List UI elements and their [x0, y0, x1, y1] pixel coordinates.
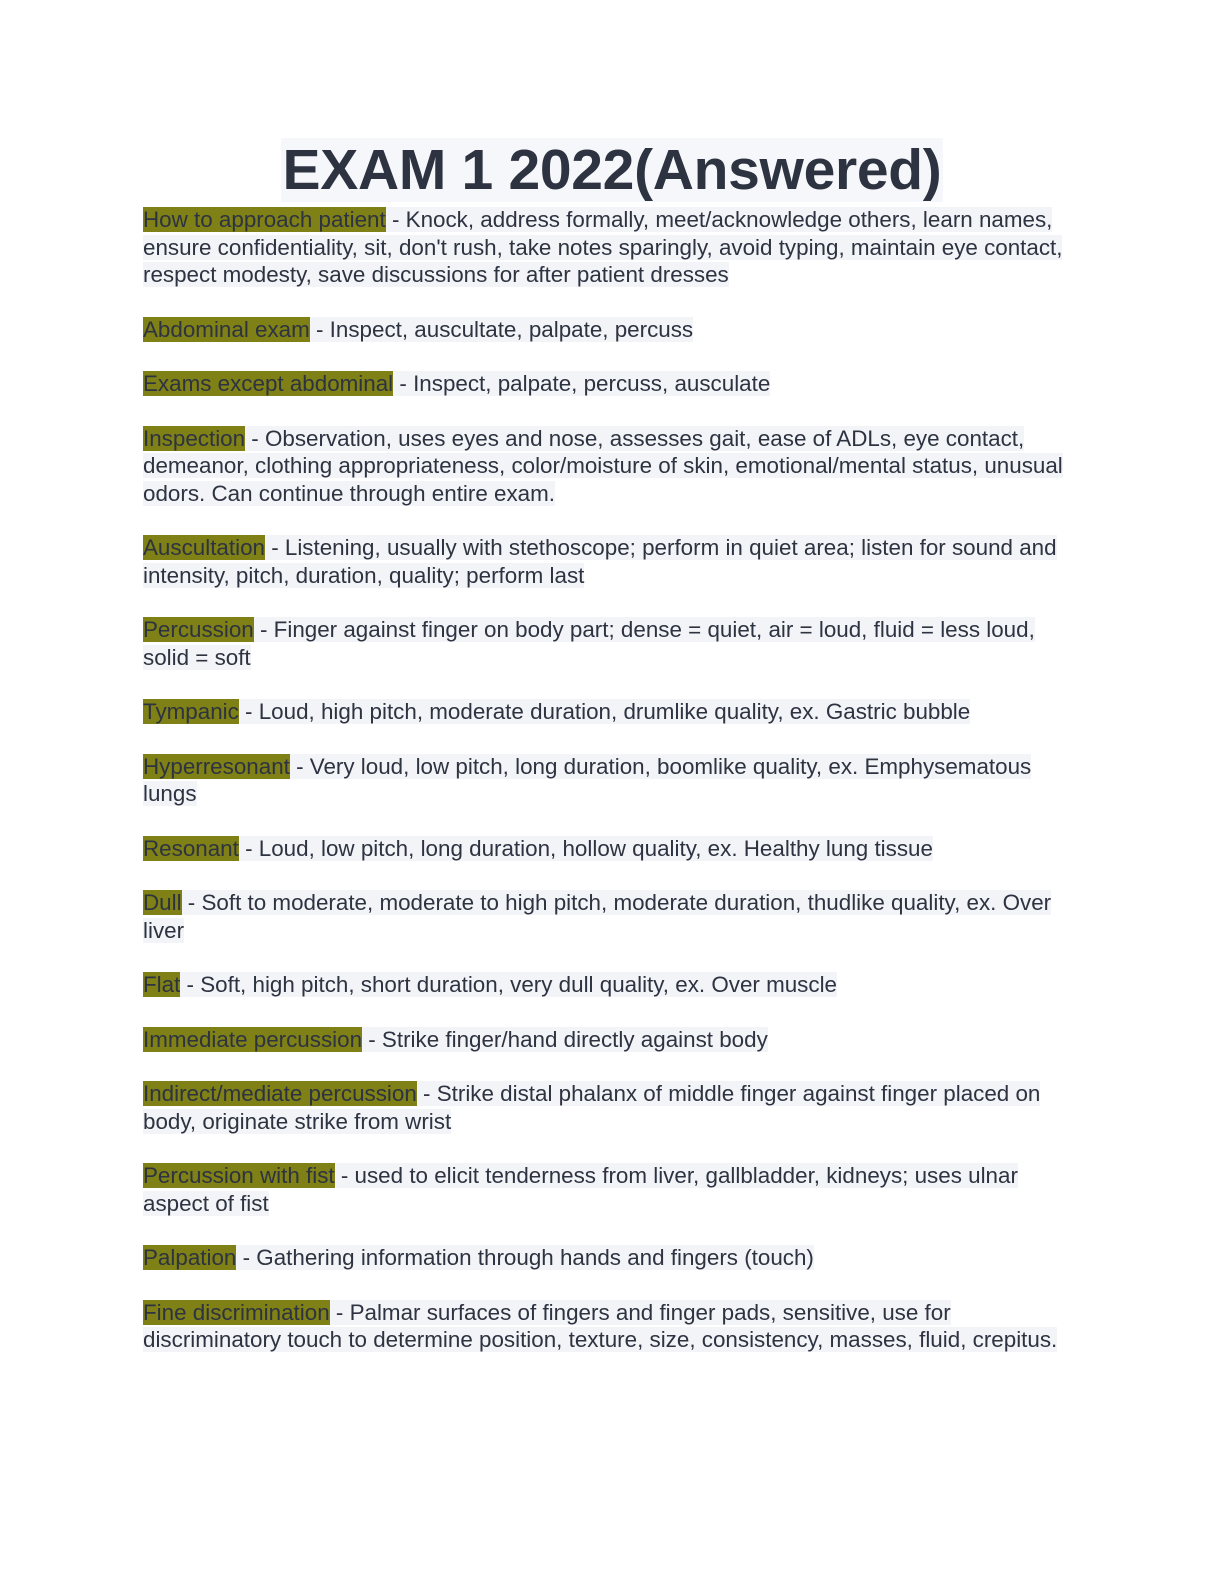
entry-definition: - Loud, high pitch, moderate duration, drumlike quality, ex. Gastric bubble [238, 699, 971, 724]
entry-definition: - Loud, low pitch, long duration, hollow quality, ex. Healthy lung tissue [238, 835, 933, 861]
title-container [0, 138, 1224, 202]
entry-auscultation [143, 534, 1078, 589]
entry-term: Percussion with fist [143, 1163, 335, 1188]
entry-term: Palpation [143, 1245, 237, 1270]
entry-term: Exams except abdominal [143, 371, 394, 396]
entry-resonant [143, 835, 1078, 863]
entry-term: Abdominal exam [143, 316, 310, 342]
entry-abdominal-exam [143, 316, 1078, 344]
entry-term: Dull [143, 890, 182, 915]
entry-fine-discrimination [143, 1299, 1078, 1354]
entry-definition: - Soft to moderate, moderate to high pitch, moderate duration, thudlike quality, ex. Over liver [143, 890, 1052, 943]
entry-definition: - Soft, high pitch, short duration, very dull quality, ex. Over muscle [180, 972, 837, 997]
entry-term: Fine discrimination [143, 1299, 330, 1325]
entry-dull [143, 889, 1078, 944]
entry-percussion [143, 616, 1078, 671]
entry-definition: - Strike distal phalanx of middle finger against finger placed on body, originate strike from wrist [143, 1081, 1041, 1134]
entry-definition: - Gathering information through hands and fingers (touch) [236, 1245, 814, 1270]
entry-definition: - Finger against finger on body part; dense = quiet, air = loud, fluid = less loud, solid = soft [143, 617, 1035, 670]
entry-term: Resonant [143, 835, 239, 861]
entry-definition: - Palmar surfaces of fingers and finger pads, sensitive, use for discriminatory touch to determine position, texture, size, consistency, masses, fluid, crepitus. [143, 1299, 1058, 1352]
entry-term: Flat [143, 972, 181, 997]
page-title: EXAM 1 2022(Answered) [282, 138, 942, 202]
entry-hyperresonant [143, 753, 1078, 808]
entry-percussion-with-fist [143, 1162, 1078, 1217]
entry-tympanic [143, 698, 1078, 726]
entry-indirect-percussion [143, 1080, 1078, 1135]
entry-term: Percussion [143, 617, 254, 642]
entry-definition: - used to elicit tenderness from liver, gallbladder, kidneys; uses ulnar aspect of fist [143, 1163, 1018, 1216]
entry-term: Hyperresonant [143, 753, 290, 779]
entry-term: Inspection [143, 425, 246, 451]
entry-palpation [143, 1244, 1078, 1272]
entry-flat [143, 971, 1078, 999]
entry-definition: - Knock, address formally, meet/acknowledge others, learn names, ensure confidentiality, sit, don't rush, take notes sparingly, avoid typing, maintain eye contact, respect modesty, save discussions for after patient dresses [143, 207, 1063, 287]
entry-definition: - Listening, usually with stethoscope; perform in quiet area; listen for sound and intensity, pitch, duration, quality; perform last [143, 535, 1057, 588]
entry-definition: - Inspect, palpate, percuss, ausculate [393, 371, 771, 396]
entry-term: Tympanic [143, 699, 239, 724]
entry-term: Auscultation [143, 535, 265, 560]
entry-definition: - Strike finger/hand directly against body [362, 1026, 768, 1052]
entry-term: Immediate percussion [143, 1026, 363, 1052]
entry-list [143, 206, 1078, 1381]
entry-inspection [143, 425, 1078, 508]
entry-exams-except-abdominal [143, 370, 1078, 398]
entry-approach-patient [143, 206, 1078, 289]
entry-definition: - Very loud, low pitch, long duration, boomlike quality, ex. Emphysematous lungs [143, 753, 1032, 806]
entry-definition: - Observation, uses eyes and nose, assesses gait, ease of ADLs, eye contact, demeanor, clothing appropriateness, color/moisture of skin, emotional/mental status, unusual odors. Can continue through entire exam. [143, 425, 1063, 506]
entry-immediate-percussion [143, 1026, 1078, 1054]
entry-term: Indirect/mediate percussion [143, 1081, 417, 1106]
entry-definition: - Inspect, auscultate, palpate, percuss [309, 316, 694, 342]
entry-term: How to approach patient [143, 207, 386, 232]
